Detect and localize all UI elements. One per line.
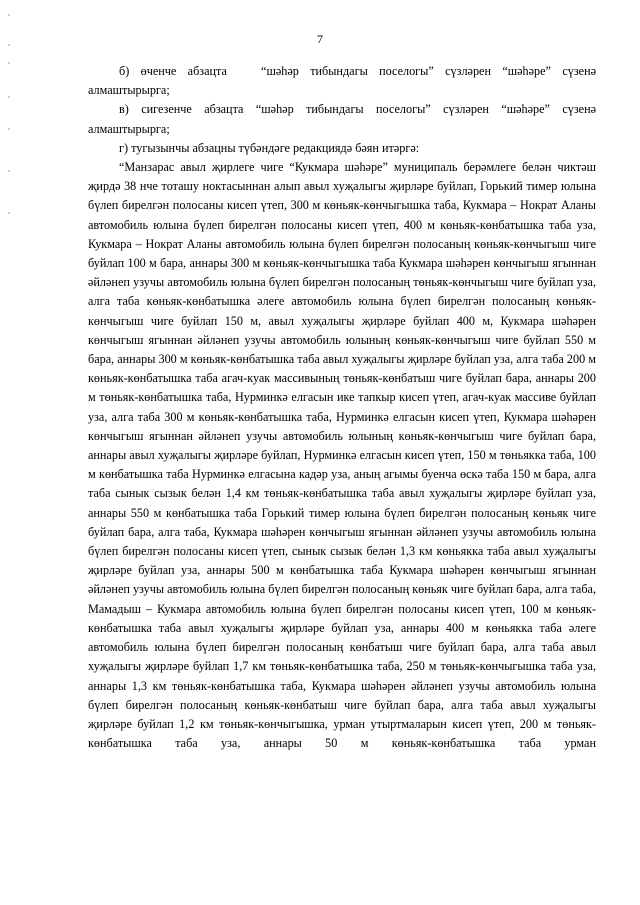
paragraph-g: г) тугызынчы абзацны түбәндәге редакциядә бәян итәргә: [119,140,420,155]
binding-edge-marks [8,0,12,905]
page-number: 7 [317,32,323,46]
document-body [88,62,596,753]
paragraph-boundary-description: “Манзарас авыл җирлеге чиге “Кукмара шәһәре” муниципаль берәмлеге белән чиктәш җирдә 38 нче тоташу ноктасыннан алып авыл хуҗалыгы җирләре буйлап, Горький тимер юлына бүлеп бирелгән полосаны кисеп үтеп, 300 м көньяк-көнчыгышка таба, Кукмара – Нократ Аланы автомобиль юлына бүлеп бирелгән полосаны кисеп үтеп, 400 м көньяк-көнбатышка таба уза, Кукмара – Нократ Аланы автомобиль юлына бүлеп бирелгән полосаның көньяк-көнчыгыш чиге буйлап 100 м бара, аннары 300 м көньяк-көнчыгышка таба Кукмара шәһәрен көнчыгыш ягыннан әйләнеп узучы автомобиль юлына бүлеп бирелгән полосаның төньяк-көнчыгыш чиге буйлап уза, алга таба көньяк-көнбатышка әлеге автомобиль юлына бүлеп бирелгән полосаның көньяк-көнчыгыш чиге буйлап 150 м, авыл хуҗалыгы җирләре буйлап 400 м, Кукмара шәһәрен көнчыгыш ягыннан әйләнеп узучы автомобиль юлының көньяк-көнчыгыш чиге буйлап 550 м бара, аннары 300 м көньяк-көнбатышка таба авыл хуҗалыгы җирләре буйлап уза, алга таба 200 м көньяк-көнбатышка таба агач-куак массивының төньяк-көнбатыш чиге буйлап бара, аннары 200 м төньяк-көнбатышка таба, Нурминкә елгасын ике тапкыр кисеп үтеп, агач-куак массиве буйлап уза, алга таба 300 м көньяк-көнбатышка таба, Нурминкә елгасын кисеп үтеп, Кукмара шәһәрен көнчыгыш ягыннан әйләнеп узучы автомобиль юлының көньяк-көнчыгыш чиге буйлап бара, аннары авыл хуҗалыгы җирләре буйлап, Нурминкә елгасын кисеп үтеп, 150 м төньякка таба, 100 м көнбатышка таба Нурминкә елгасына кадәр уза, аның агымы буенча өскә таба 150 м бара, алга таба сынык сызык белән 1,4 км төньяк-көнбатышка таба авыл хуҗалыгы җирләре буйлап уза, аннары 550 м көнбатышка таба Горький тимер юлына бүлеп бирелгән полосаның көньяк чиге буйлап бара, алга таба, Кукмара шәһәрен көнчыгыш ягыннан әйләнеп узучы автомобиль юлына бүлеп бирелгән полосаны кисеп үтеп, сынык сызык белән 1,3 км көньякка таба авыл хуҗалыгы җирләре буйлап уза, аннары 500 м көнбатышка таба Кукмара шәһәрен көнчыгыш ягыннан әйләнеп узучы автомобиль юлына бүлеп бирелгән полосаның көньяк чиге буйлап бара, алга таба, Мамадыш – Кукмара автомобиль юлына бүлеп бирелгән полосаны кисеп үтеп, 100 м көньяк-көнбатышка таба авыл хуҗалыгы җирләре буйлап уза, аннары 400 м көньякка таба әлеге автомобиль юлына бүлеп бирелгән полосаның көнбатыш чиге буйлап бара, алга таба авыл хуҗалыгы җирләре буйлап 1,7 км төньяк-көнбатышка таба, 250 м төньяк-көнчыгышка таба уза, аннары 1,3 км төньяк-көнбатышка таба, Кукмара шәһәрен әйләнеп узучы автомобиль юлына бүлеп бирелгән полосаның көньяк-көнбатыш чиге буйлап бара, алга таба авыл хуҗалыгы җирләре буйлап 1,2 км төньяк-көнчыгышка, урман утыртмаларын кисеп үтеп, 200 м төньяк-көнбатышка таба уза, аннары 50 м көньяк-көнбатышка таба урман [88,160,596,751]
paragraph-b: б) өченче абзацта “шәһәр тибындагы поселогы” сүзләрен “шәһәре” сүзенә алмаштырырга; [88,64,596,98]
paragraph-v: в) сигезенче абзацта “шәһәр тибындагы поселогы” сүзләрен “шәһәре” сүзенә алмаштырырга; [88,102,596,136]
